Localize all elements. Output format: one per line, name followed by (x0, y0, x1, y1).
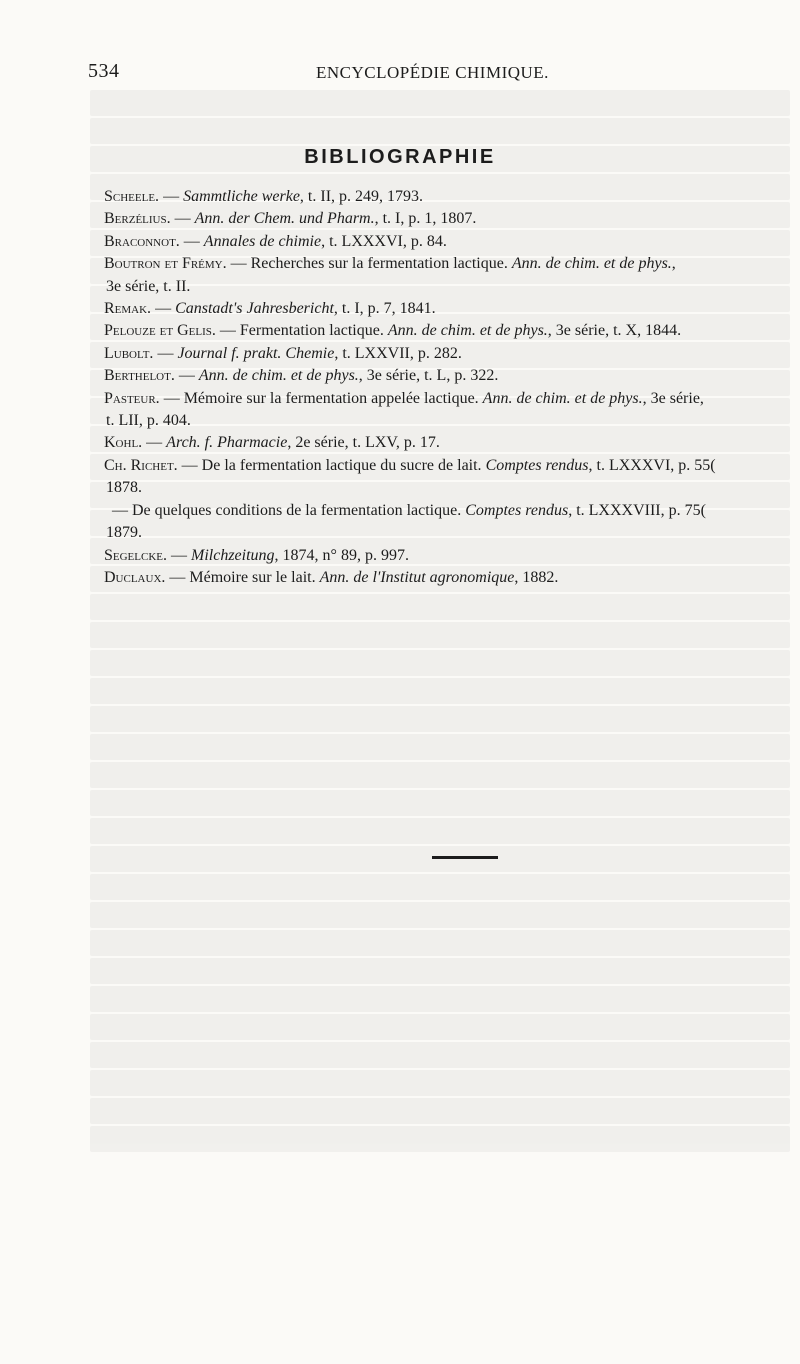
bibliography-entry (104, 253, 790, 275)
entry-source-title: Sammtliche werke (183, 188, 300, 205)
entry-separator: — (167, 546, 191, 564)
bibliography-entry (104, 432, 790, 454)
entry-text: 3e série, t. II. (106, 277, 191, 295)
entry-source-title: Ann. de chim. et de phys. (198, 367, 359, 385)
entry-author: Lubolt. (104, 344, 154, 362)
entry-text: Fermentation lactique. (239, 322, 388, 340)
entry-source-title: Canstadt's Jahresbericht (175, 300, 334, 318)
entry-separator: — (179, 232, 204, 250)
entry-text: Recherches sur la fermentation lactique. (250, 255, 512, 273)
entry-text: , t. LXXXVI, p. 84. (321, 232, 447, 250)
entry-source-title: Ann. de chim. et de phys. (387, 322, 548, 340)
entry-separator: — (170, 210, 195, 228)
entry-separator: — (142, 434, 167, 452)
bibliography-entry-continuation (104, 477, 790, 499)
page-header (0, 60, 800, 90)
entry-separator: — (165, 568, 190, 586)
entry-author: Ch. Richet. (104, 456, 178, 474)
entry-source-title: Comptes rendus (485, 456, 589, 474)
entry-text: , (671, 255, 676, 273)
bibliography-entry (104, 388, 790, 410)
entry-separator: — (159, 188, 184, 205)
bibliography-entry (104, 298, 790, 320)
entry-text: , t. LXXVII, p. 282. (334, 344, 462, 362)
entry-text: , t. I, p. 1, 1807. (374, 210, 477, 228)
entry-source-title: Milchzeitung (191, 546, 275, 564)
bibliography-entry (104, 231, 790, 253)
entry-separator: — (151, 300, 176, 318)
bibliography-entry (104, 343, 790, 365)
entry-author: Duclaux. (104, 568, 166, 586)
entry-author: Scheele. (104, 188, 160, 205)
entry-text: , t. II, p. 249, 1793. (299, 188, 424, 205)
bibliography-entry-continuation (104, 410, 790, 432)
running-title: ENCYCLOPÉDIE CHIMIQUE. (316, 63, 549, 82)
entry-text: De la fermentation lactique du sucre de lait. (201, 456, 486, 474)
bibliography-entry-continuation (104, 276, 790, 298)
entry-author: Kohl. (104, 434, 143, 452)
entry-separator: — (226, 255, 251, 273)
bibliography-entry-continuation (104, 522, 790, 544)
entry-text: 1878. (106, 479, 142, 497)
bibliography-entry (104, 208, 790, 230)
bibliography-entry (104, 545, 790, 567)
entry-source-title: Ann. de chim. et de phys. (482, 389, 643, 407)
entry-text: 1879. (106, 524, 142, 542)
entry-separator: — (159, 389, 184, 407)
section-title: BIBLIOGRAPHIE (304, 146, 496, 168)
entry-source-title: Ann. der Chem. und Pharm. (194, 210, 375, 228)
entry-author: Braconnot. (104, 232, 180, 250)
page-number: 534 (88, 60, 120, 82)
bibliography-list (104, 186, 790, 589)
entry-source-title: Journal f. prakt. Chemie (177, 344, 335, 362)
entry-text: , 1882. (514, 568, 559, 586)
entry-author: Berzélius. (104, 210, 171, 228)
entry-text: Mémoire sur le lait. (189, 568, 320, 586)
entry-separator: — (153, 344, 178, 362)
entry-text: , 3e série, (642, 389, 704, 407)
entry-text: De quelques conditions de la fermentation lactique. (132, 501, 466, 519)
entry-source-title: Annales de chimie (203, 232, 322, 250)
entry-source-title: Arch. f. Pharmacie (166, 434, 288, 452)
entry-author: Berthelot. (104, 367, 175, 385)
entry-source-title: Ann. de l'Institut agronomique (319, 568, 515, 586)
entry-text: , t. LXXXVIII, p. 75( (568, 501, 706, 519)
entry-text: , 3e série, t. X, 1844. (547, 322, 682, 340)
entry-source-title: Comptes rendus (465, 501, 569, 519)
entry-text: , t. I, p. 7, 1841. (333, 300, 436, 318)
entry-separator: — (112, 501, 132, 519)
entry-author: Remak. (104, 300, 152, 318)
entry-source-title: Ann. de chim. et de phys. (511, 255, 672, 273)
entry-author: Segelcke. (104, 546, 167, 564)
entry-author: Pelouze et Gelis. (104, 322, 216, 340)
bibliography-entry (104, 455, 790, 477)
entry-separator: — (215, 322, 240, 340)
entry-text: , 1874, n° 89, p. 997. (274, 546, 409, 564)
entry-author: Boutron et Frémy. (104, 255, 227, 273)
closing-rule (432, 856, 498, 859)
bibliography-entry (104, 186, 790, 208)
entry-text: , t. LXXXVI, p. 55( (588, 456, 716, 474)
entry-author: Pasteur. (104, 389, 160, 407)
entry-separator: — (177, 456, 202, 474)
entry-separator: — (174, 367, 199, 385)
entry-text: t. LII, p. 404. (106, 412, 191, 430)
bibliography-entry (104, 320, 790, 342)
bibliography-entry (104, 365, 790, 387)
entry-text: Mémoire sur la fermentation appelée lactique. (183, 389, 483, 407)
bibliography-entry (104, 567, 790, 589)
entry-text: , 2e série, t. LXV, p. 17. (287, 434, 440, 452)
bibliography-entry (104, 500, 790, 522)
entry-text: , 3e série, t. L, p. 322. (358, 367, 499, 385)
